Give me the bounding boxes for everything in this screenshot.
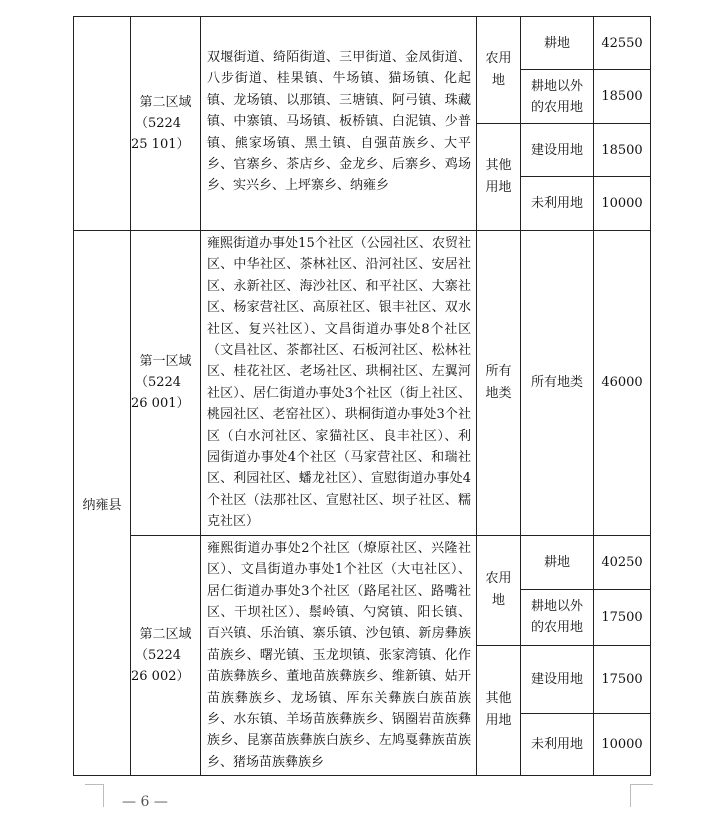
region-code: （522425 101） bbox=[131, 116, 190, 152]
region-code: （522426 001） bbox=[131, 375, 190, 412]
price-cell bbox=[594, 124, 651, 177]
region-code: （522426 002） bbox=[131, 647, 190, 684]
usage-label: 其他用地 bbox=[485, 691, 512, 729]
price-value: 46000 bbox=[601, 375, 643, 391]
price-cell bbox=[594, 714, 651, 776]
usage-label: 所有地类 bbox=[485, 363, 512, 401]
region-cell bbox=[131, 231, 201, 536]
land-type-label: 未利用地 bbox=[530, 196, 583, 211]
land-type-label: 未利用地 bbox=[530, 737, 583, 753]
price-cell bbox=[594, 70, 651, 124]
scope-cell bbox=[201, 535, 477, 775]
price-cell bbox=[594, 589, 651, 645]
county-cell-continued bbox=[74, 17, 131, 231]
county-cell bbox=[74, 231, 131, 776]
scope-text: 雍熙街道办事处15个社区（公园社区、农贸社区、中华社区、茶林社区、沿河社区、安居社区、永新社区、海沙社区、和平社区、大寨社区、杨家营社区、高原社区、银丰社区、双水社区、复兴社区）、文昌街道办事处8个社区（文昌社区、茶都社区、石板河社区、松林社区、桂花社区、老场社区、珙桐社区、左翼河社区）、居仁街道办事处3个社区（街上社区、桃园社区、老窑社区）、珙桐街道办事处3个社区（白水河社区、家猫社区、良丰社区）、利园街道办事处4个社区（马家营社区、和瑞社区、利园社区、蟠龙社区）、宣慰街道办事处4个社区（法那社区、宣慰社区、坝子社区、糯克社区） bbox=[207, 236, 471, 530]
land-type-cell bbox=[521, 589, 594, 645]
land-type-cell bbox=[521, 177, 594, 231]
land-type-label: 耕地以外的农用地 bbox=[530, 78, 583, 115]
land-type-label: 耕地以外的农用地 bbox=[530, 599, 583, 636]
page-number-value: 6 bbox=[140, 794, 150, 810]
region-name: 第二区域 bbox=[139, 95, 192, 110]
land-type-label: 建设用地 bbox=[530, 142, 583, 158]
price-value: 10000 bbox=[601, 737, 643, 753]
price-value: 17500 bbox=[601, 671, 643, 687]
usage-label: 农用地 bbox=[485, 51, 512, 88]
usage-cell bbox=[477, 124, 521, 231]
county-name: 纳雍县 bbox=[82, 497, 122, 513]
land-type-label: 耕地 bbox=[543, 35, 570, 51]
land-type-label: 耕地 bbox=[543, 554, 570, 570]
land-type-label: 建设用地 bbox=[530, 671, 583, 687]
region-cell bbox=[131, 17, 201, 231]
usage-label: 其他用地 bbox=[485, 158, 512, 195]
scope-text: 双堰街道、绮陌街道、三甲街道、金凤街道、八步街道、桂果镇、牛场镇、猫场镇、化起镇、龙场镇、以那镇、三塘镇、阿弓镇、珠藏镇、中寨镇、马场镇、板桥镇、白泥镇、少普镇、熊家场镇、黑土镇、自强苗族乡、大平乡、官寨乡、茶店乡、金龙乡、后寨乡、鸡场乡、实兴乡、上坪寨乡、纳雍乡 bbox=[207, 50, 471, 194]
usage-cell bbox=[477, 17, 521, 124]
page-number: — 6 — bbox=[122, 794, 168, 810]
land-type-cell bbox=[521, 231, 594, 536]
land-compensation-table bbox=[73, 16, 651, 776]
usage-cell bbox=[477, 645, 521, 775]
land-type-cell bbox=[521, 535, 594, 589]
land-type-cell bbox=[521, 714, 594, 776]
usage-label: 农用地 bbox=[485, 571, 512, 609]
land-type-cell bbox=[521, 70, 594, 124]
price-cell bbox=[594, 17, 651, 70]
crop-mark-left bbox=[85, 784, 104, 807]
price-value: 18500 bbox=[601, 142, 643, 158]
price-value: 42550 bbox=[601, 35, 643, 51]
region-cell bbox=[131, 535, 201, 775]
price-cell bbox=[594, 231, 651, 536]
usage-cell bbox=[477, 535, 521, 645]
table-row bbox=[74, 535, 651, 589]
price-cell bbox=[594, 645, 651, 713]
land-type-cell bbox=[521, 124, 594, 177]
land-type-label: 所有地类 bbox=[530, 375, 583, 391]
usage-cell bbox=[477, 231, 521, 536]
crop-mark-right bbox=[630, 784, 653, 807]
scope-text: 雍熙街道办事处2个社区（燎原社区、兴隆社区）、文昌街道办事处1个社区（大屯社区）、居仁街道办事处3个社区（路尾社区、路嘴社区、干坝社区）、鬃岭镇、勺窝镇、阳长镇、百兴镇、乐治镇、寨乐镇、沙包镇、新房彝族苗族乡、曙光镇、玉龙坝镇、张家湾镇、化作苗族彝族乡、董地苗族彝族乡、维新镇、姑开苗族彝族乡、龙场镇、厍东关彝族白族苗族乡、水东镇、羊场苗族彝族乡、锅圈岩苗族彝族乡、昆寨苗族彝族白族乡、左鸠戛彝族苗族乡、猪场苗族彝族乡 bbox=[207, 540, 471, 770]
region-name: 第一区域 bbox=[139, 354, 192, 370]
table-row bbox=[74, 231, 651, 536]
price-value: 10000 bbox=[601, 196, 643, 211]
land-type-cell bbox=[521, 17, 594, 70]
price-value: 18500 bbox=[601, 89, 643, 104]
table-row bbox=[74, 17, 651, 70]
price-value: 17500 bbox=[601, 609, 643, 625]
price-value: 40250 bbox=[601, 554, 643, 570]
price-cell bbox=[594, 535, 651, 589]
region-name: 第二区域 bbox=[139, 626, 192, 642]
price-cell bbox=[594, 177, 651, 231]
scope-cell bbox=[201, 17, 477, 231]
scope-cell bbox=[201, 231, 477, 536]
land-type-cell bbox=[521, 645, 594, 713]
